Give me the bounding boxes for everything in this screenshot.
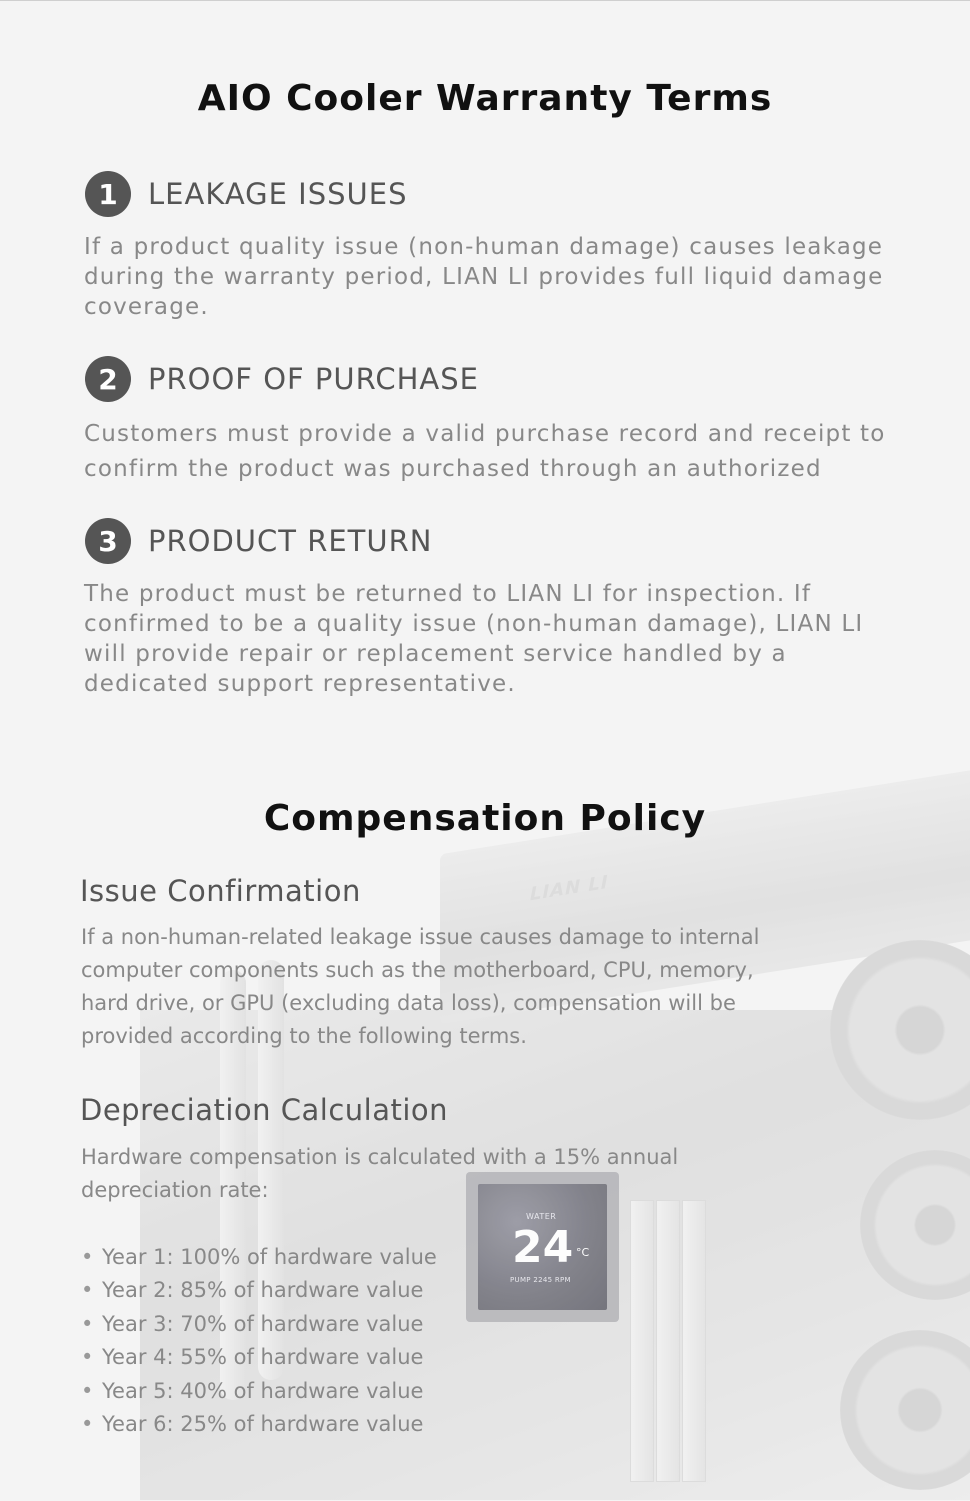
list-item-text: Year 1: 100% of hardware value (102, 1245, 437, 1269)
number-3-icon: 3 (85, 518, 131, 564)
text-line: The product must be returned to LIAN LI for inspection. If (84, 581, 812, 607)
term-title: LEAKAGE ISSUES (148, 177, 408, 211)
bullet-icon: • (81, 1412, 94, 1437)
list-item (81, 1241, 437, 1274)
list-item-text: Year 5: 40% of hardware value (102, 1378, 424, 1403)
bullet-icon: • (81, 1378, 94, 1403)
issue-confirmation-title: Issue Confirmation (80, 874, 361, 908)
text-line: provided according to the following terms. (81, 1024, 527, 1048)
number-2-icon: 2 (85, 356, 131, 402)
text-line: If a non-human-related leakage issue causes damage to internal (81, 925, 760, 949)
pump-screen-temperature: 24 (512, 1222, 574, 1273)
warranty-title: AIO Cooler Warranty Terms (197, 78, 773, 119)
text-line: during the warranty period, LIAN LI provides full liquid damage (84, 264, 884, 290)
term-title: PROOF OF PURCHASE (148, 362, 479, 396)
text-line: depreciation rate: (81, 1178, 269, 1202)
ram-stick (630, 1200, 654, 1482)
list-item-text: Year 2: 85% of hardware value (102, 1278, 424, 1303)
list-item (81, 1408, 437, 1441)
number-1-icon: 1 (85, 171, 131, 217)
list-item (81, 1274, 437, 1307)
term-leakage-text (84, 232, 924, 322)
pump-screen-rpm: PUMP 2245 RPM (510, 1276, 571, 1284)
list-item (81, 1341, 437, 1374)
text-line: Customers must provide a valid purchase record and receipt to (84, 421, 886, 447)
list-item-text: Year 4: 55% of hardware value (102, 1345, 424, 1370)
text-line: will provide repair or replacement service handled by a (84, 641, 787, 667)
term-title: PRODUCT RETURN (148, 524, 433, 558)
bullet-icon: • (81, 1245, 94, 1269)
list-item-text: Year 6: 25% of hardware value (102, 1412, 424, 1437)
text-line: Hardware compensation is calculated with a 15% annual (81, 1145, 679, 1169)
ram-stick (682, 1200, 706, 1482)
term-proof-text (84, 417, 924, 487)
list-item-text: Year 3: 70% of hardware value (102, 1311, 424, 1336)
depreciation-list (81, 1241, 437, 1441)
list-item (81, 1375, 437, 1408)
term-return-header (85, 518, 432, 564)
radiator-logo: LIAN LI (530, 871, 609, 906)
issue-confirmation-text (81, 921, 901, 1053)
top-divider (0, 0, 970, 1)
pump-screen-unit: °C (576, 1246, 590, 1259)
compensation-title: Compensation Policy (263, 798, 707, 839)
term-proof-header (85, 356, 479, 402)
term-leakage-header (85, 171, 408, 217)
text-line: hard drive, or GPU (excluding data loss), compensation will be (81, 991, 736, 1015)
list-item (81, 1308, 437, 1341)
pump-screen-label: WATER (526, 1212, 557, 1221)
text-line: coverage. (84, 294, 209, 320)
text-line: computer components such as the motherboard, CPU, memory, (81, 958, 754, 982)
text-line: confirm the product was purchased through an authorized (84, 456, 822, 482)
bullet-icon: • (81, 1345, 94, 1370)
text-line: confirmed to be a quality issue (non-human damage), LIAN LI (84, 611, 864, 637)
ram-stick (656, 1200, 680, 1482)
bullet-icon: • (81, 1311, 94, 1336)
depreciation-title: Depreciation Calculation (80, 1093, 449, 1127)
depreciation-text (81, 1141, 901, 1207)
text-line: If a product quality issue (non-human damage) causes leakage (84, 234, 884, 260)
bullet-icon: • (81, 1278, 94, 1303)
text-line: dedicated support representative. (84, 671, 516, 697)
term-return-text (84, 579, 924, 699)
